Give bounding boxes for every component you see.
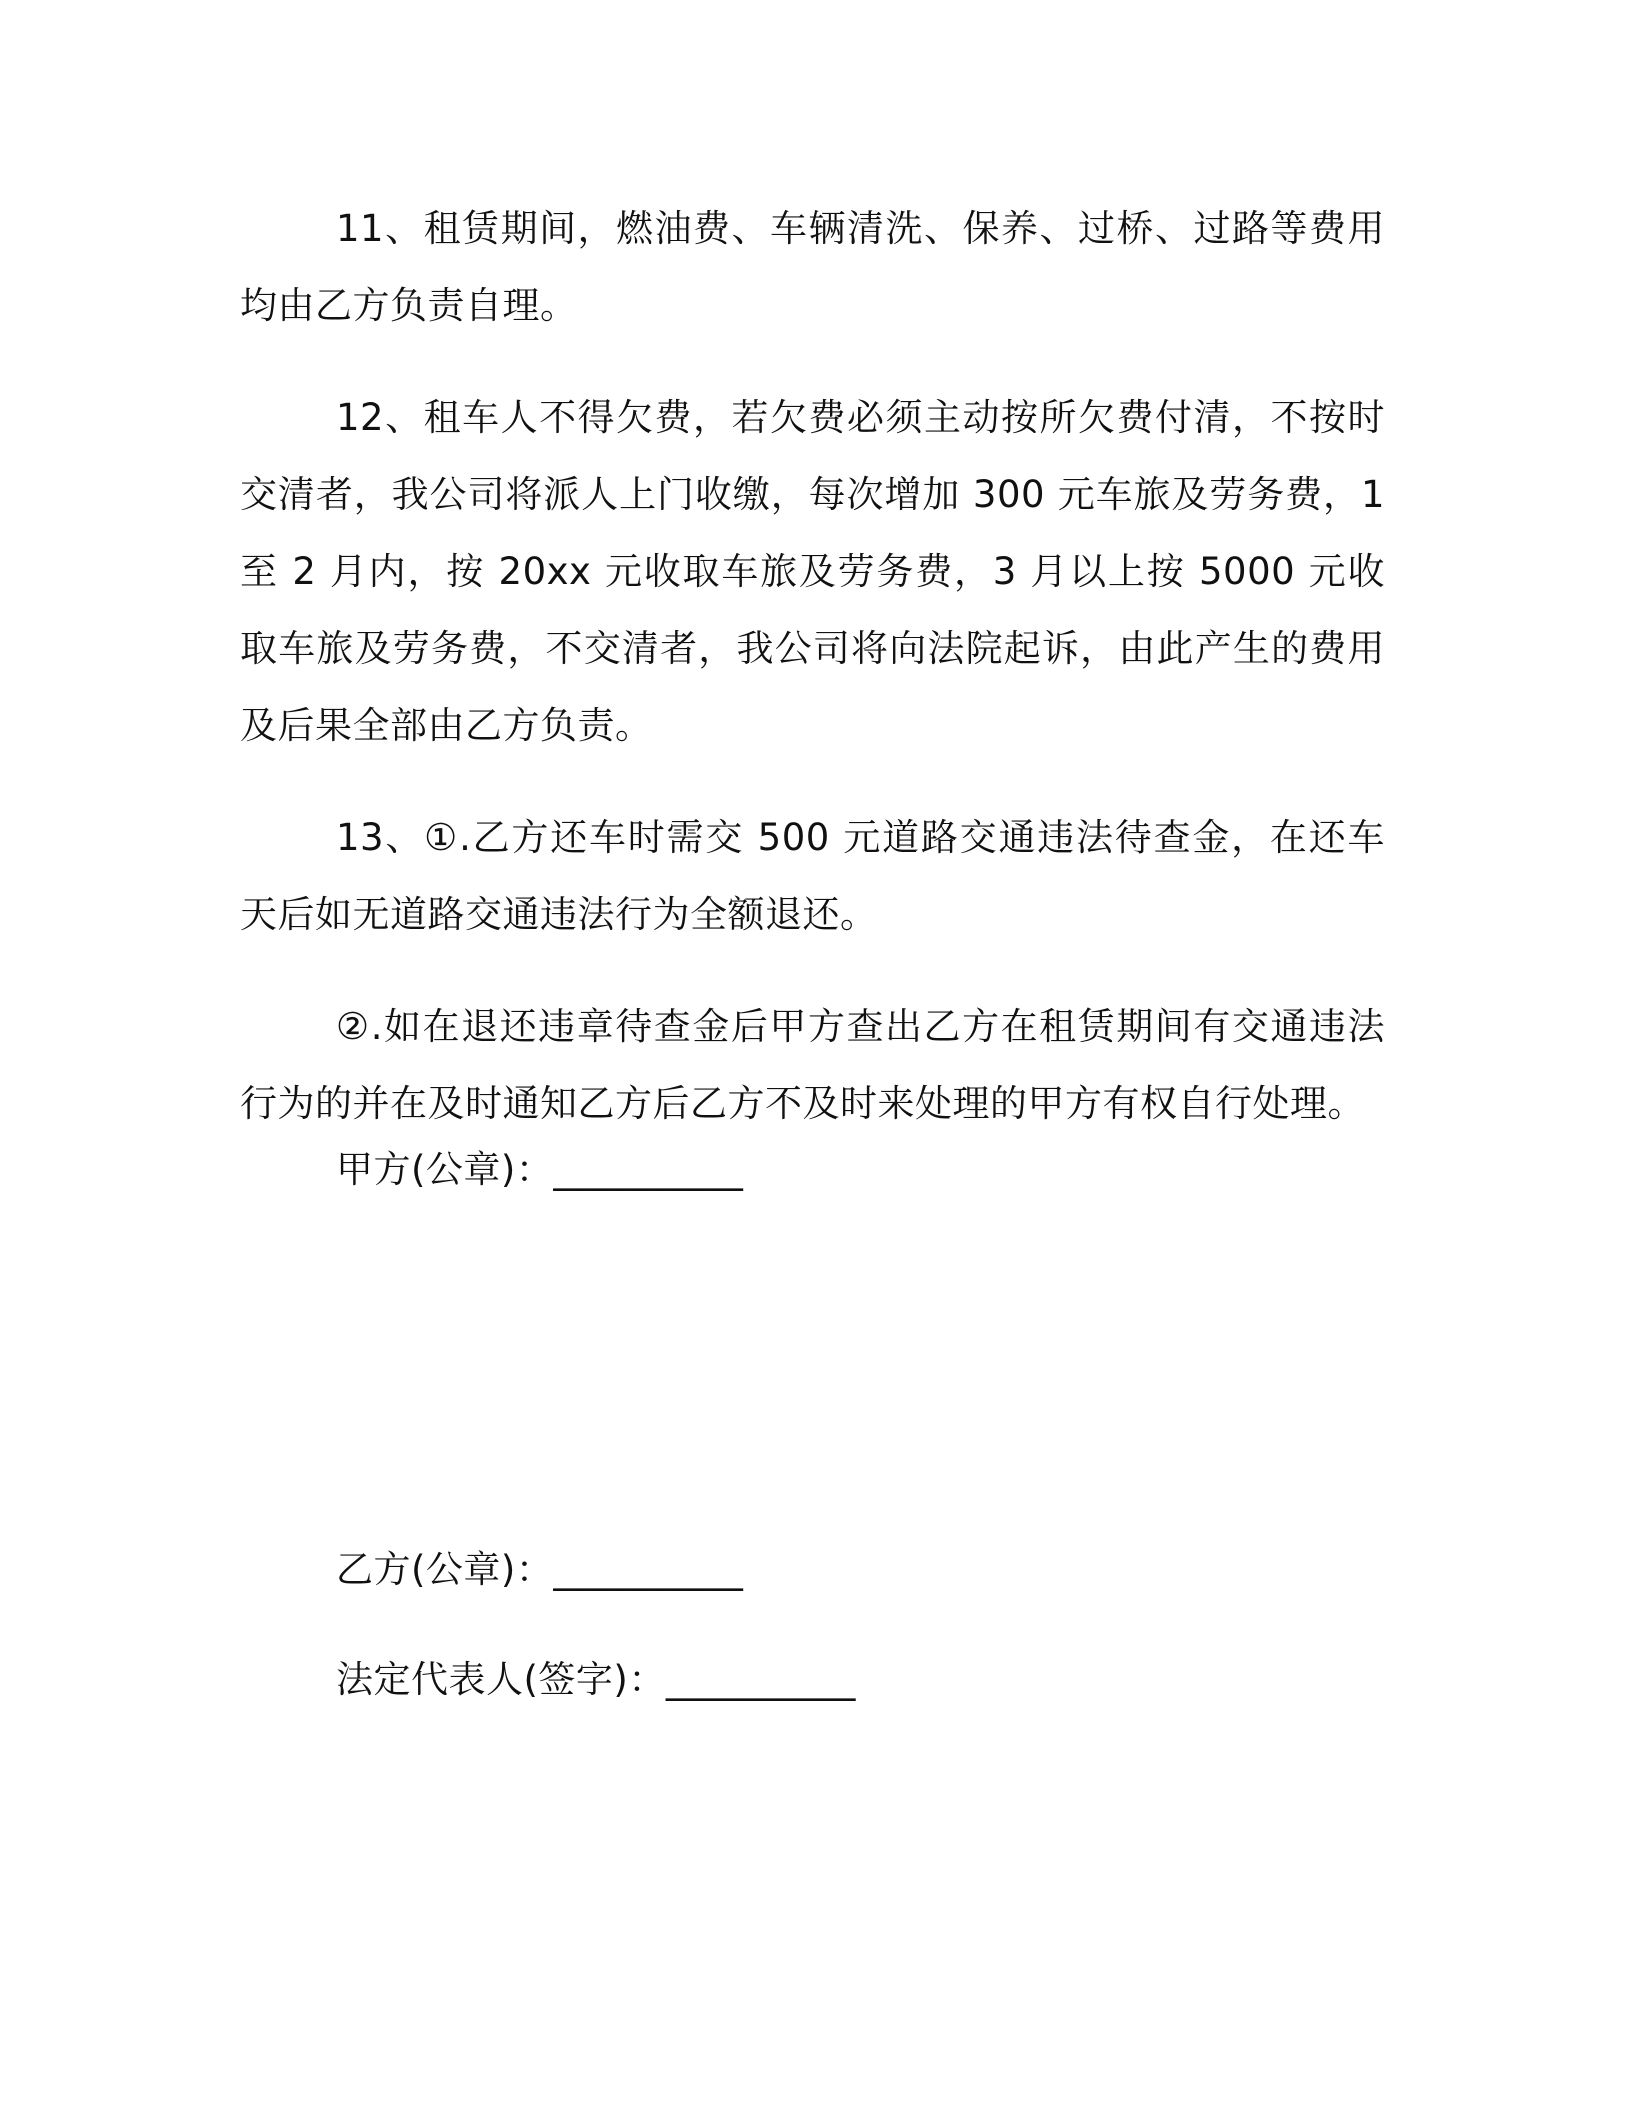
party-b-blank: __________ [553,1548,744,1591]
legal-representative-signature [336,1655,856,1705]
party-a-label: 甲方(公章)： [336,1148,554,1191]
clause-13-item-2: ②.如在退还违章待查金后甲方查出乙方在租赁期间有交通违法行为的并在及时通知乙方后乙方不及时来处理的甲方有权自行处理。 [240,1005,1385,1125]
party-a-blank: __________ [553,1148,744,1191]
contract-clauses [240,190,1385,1177]
legal-rep-label: 法定代表人(签字)： [336,1658,666,1701]
clause-13-item-1: 13、①.乙方还车时需交 500 元道路交通违法待查金，在还车 天后如无道路交通违法行为全额退还。 [240,816,1385,936]
party-a-signature [336,1145,743,1195]
legal-rep-blank: __________ [665,1658,856,1701]
clause-12: 12、租车人不得欠费，若欠费必须主动按所欠费付清，不按时交清者，我公司将派人上门收缴，每次增加 300 元车旅及劳务费，1 至 2 月内，按 20xx 元收取车旅及劳务费，3 月以上按 5000 元收取车旅及劳务费，不交清者，我公司将向法院起诉，由此产生的费用及后果全部由乙方负责。 [240,396,1385,747]
party-b-label: 乙方(公章)： [336,1548,554,1591]
clause-11: 11、租赁期间，燃油费、车辆清洗、保养、过桥、过路等费用均由乙方负责自理。 [240,207,1385,327]
party-b-signature [336,1545,743,1595]
